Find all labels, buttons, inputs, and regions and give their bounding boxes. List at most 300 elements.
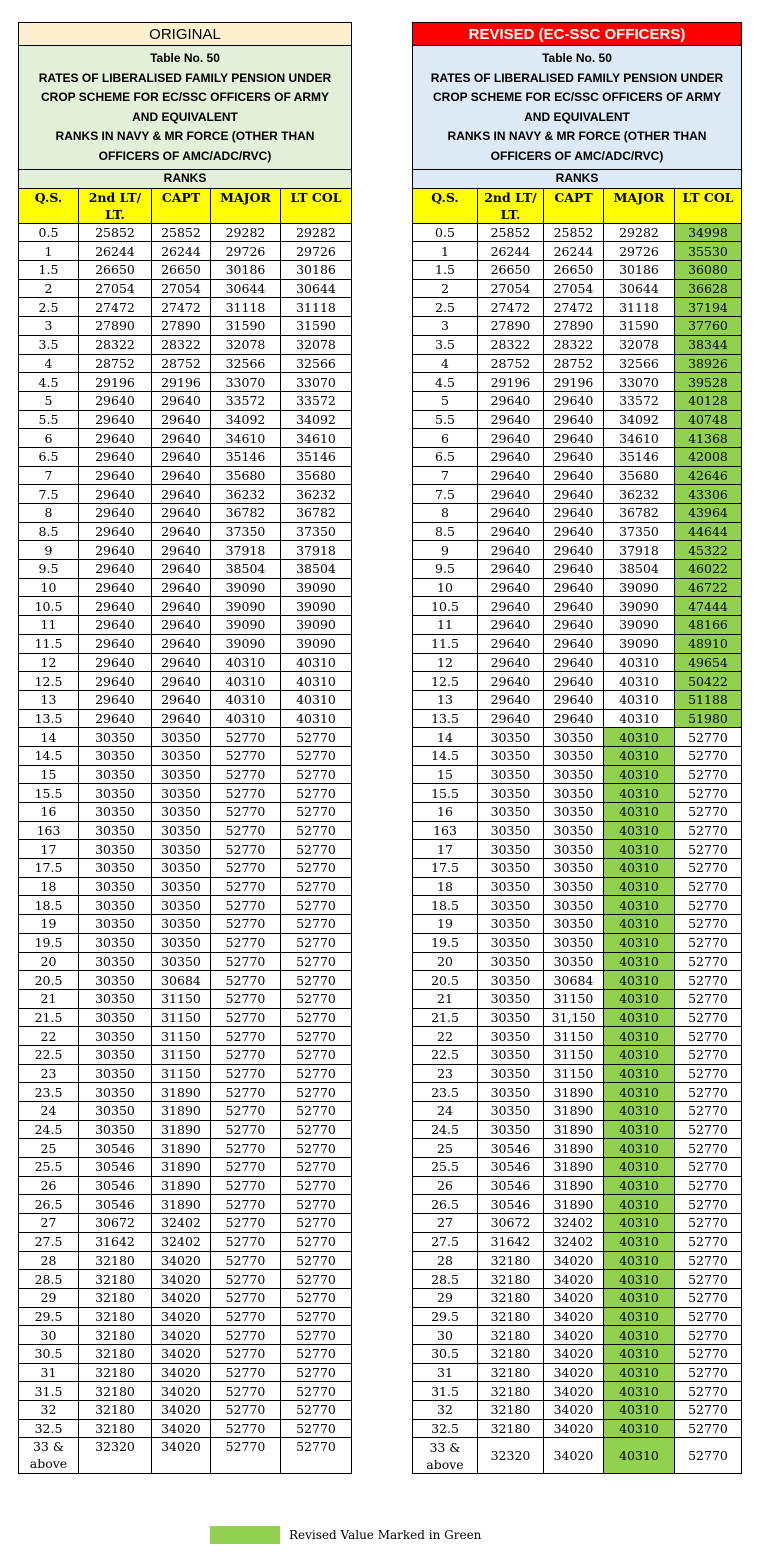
major-cell: 40310: [604, 1288, 675, 1307]
qs-cell: 4: [19, 354, 79, 373]
capt-cell: 31150: [152, 1064, 211, 1083]
2nd-lt-cell: 29640: [478, 410, 544, 429]
qs-cell: 32: [413, 1401, 478, 1420]
table-row: [19, 373, 352, 392]
capt-cell: 31890: [544, 1139, 604, 1158]
lt-col-cell: 52770: [281, 1232, 352, 1251]
capt-cell: 28752: [544, 354, 604, 373]
qs-cell: 7: [19, 466, 79, 485]
major-cell: 40310: [604, 1027, 675, 1046]
capt-cell: 25852: [152, 223, 211, 242]
qs-cell: 25: [19, 1139, 79, 1158]
table-row: [413, 317, 742, 336]
2nd-lt-cell: 29640: [79, 672, 152, 691]
lt-col-cell: 52770: [675, 1419, 742, 1438]
major-cell: 36232: [211, 485, 281, 504]
2nd-lt-cell: 32180: [79, 1344, 152, 1363]
capt-cell: 29640: [152, 485, 211, 504]
qs-cell: 21: [413, 989, 478, 1008]
lt-col-cell: 52770: [281, 1045, 352, 1064]
table-row: [413, 1382, 742, 1401]
qs-cell: 19: [19, 915, 79, 934]
major-cell: 39090: [211, 578, 281, 597]
2nd-lt-cell: 32320: [79, 1438, 152, 1474]
capt-cell: 27472: [152, 298, 211, 317]
col-header-major: MAJOR: [211, 188, 281, 223]
qs-cell: 3.5: [19, 335, 79, 354]
2nd-lt-cell: 30350: [79, 784, 152, 803]
2nd-lt-cell: 30350: [478, 821, 544, 840]
major-cell: 40310: [604, 1008, 675, 1027]
capt-cell: 31150: [544, 1027, 604, 1046]
col-header-lt-col: LT COL: [281, 188, 352, 223]
2nd-lt-cell: 32180: [79, 1401, 152, 1420]
table-row: [19, 279, 352, 298]
2nd-lt-cell: 29640: [478, 466, 544, 485]
lt-col-cell: 52770: [675, 1158, 742, 1177]
2nd-lt-cell: 30546: [478, 1139, 544, 1158]
2nd-lt-cell: 30350: [478, 1083, 544, 1102]
2nd-lt-cell: 32320: [478, 1438, 544, 1474]
capt-cell: 30350: [152, 915, 211, 934]
qs-cell: 13: [413, 690, 478, 709]
lt-col-cell: 52770: [675, 840, 742, 859]
lt-col-cell: 43306: [675, 485, 742, 504]
qs-cell: 22.5: [413, 1045, 478, 1064]
major-cell: 52770: [211, 989, 281, 1008]
lt-col-cell: 32078: [281, 335, 352, 354]
major-cell: 35680: [211, 466, 281, 485]
table-row: [19, 1045, 352, 1064]
2nd-lt-cell: 29196: [79, 373, 152, 392]
2nd-lt-cell: 29640: [478, 597, 544, 616]
2nd-lt-cell: 32180: [478, 1307, 544, 1326]
major-cell: 34610: [604, 429, 675, 448]
capt-cell: 29640: [544, 391, 604, 410]
2nd-lt-cell: 32180: [478, 1401, 544, 1420]
lt-col-cell: 52770: [281, 1139, 352, 1158]
qs-cell: 13.5: [19, 709, 79, 728]
capt-cell: 27472: [544, 298, 604, 317]
qs-cell: 18.5: [19, 896, 79, 915]
major-cell: 40310: [604, 1083, 675, 1102]
table-row: [413, 466, 742, 485]
qs-cell: 24: [19, 1102, 79, 1121]
capt-cell: 29640: [544, 578, 604, 597]
qs-cell: 27.5: [413, 1232, 478, 1251]
table-row: [19, 597, 352, 616]
original-heading-line: AND EQUIVALENT: [132, 109, 238, 124]
capt-cell: 31150: [152, 1027, 211, 1046]
lt-col-cell: 52770: [281, 1176, 352, 1195]
major-cell: 52770: [211, 840, 281, 859]
major-cell: 30186: [211, 261, 281, 280]
major-cell: 40310: [604, 1438, 675, 1474]
table-row: [19, 223, 352, 242]
qs-cell: 0.5: [19, 223, 79, 242]
major-cell: 36232: [604, 485, 675, 504]
2nd-lt-cell: 29640: [79, 578, 152, 597]
major-cell: 52770: [211, 933, 281, 952]
major-cell: 29282: [604, 223, 675, 242]
table-row: [19, 728, 352, 747]
qs-cell: 22: [19, 1027, 79, 1046]
lt-col-cell: 52770: [675, 1382, 742, 1401]
lt-col-cell: 37918: [281, 541, 352, 560]
2nd-lt-cell: 29196: [478, 373, 544, 392]
lt-col-cell: 34998: [675, 223, 742, 242]
qs-cell: 10.5: [413, 597, 478, 616]
major-cell: 37918: [604, 541, 675, 560]
qs-cell: 26.5: [19, 1195, 79, 1214]
2nd-lt-cell: 27472: [478, 298, 544, 317]
major-cell: 40310: [604, 803, 675, 822]
lt-col-cell: 52770: [675, 1176, 742, 1195]
lt-col-cell: 52770: [675, 1307, 742, 1326]
table-row: [19, 746, 352, 765]
lt-col-cell: 52770: [675, 1027, 742, 1046]
capt-cell: 31150: [544, 989, 604, 1008]
2nd-lt-cell: 32180: [79, 1251, 152, 1270]
2nd-lt-cell: 30350: [79, 1120, 152, 1139]
major-cell: 40310: [604, 1401, 675, 1420]
2nd-lt-cell: 30350: [478, 784, 544, 803]
lt-col-cell: 44644: [675, 522, 742, 541]
capt-cell: 29640: [152, 709, 211, 728]
2nd-lt-cell: 29640: [79, 597, 152, 616]
major-cell: 40310: [604, 1045, 675, 1064]
2nd-lt-cell: 29640: [478, 447, 544, 466]
2nd-lt-cell: 27472: [79, 298, 152, 317]
capt-cell: 29640: [152, 597, 211, 616]
table-row: [413, 989, 742, 1008]
capt-cell: 29640: [152, 447, 211, 466]
2nd-lt-cell: 30350: [79, 952, 152, 971]
lt-col-cell: 40310: [281, 653, 352, 672]
qs-cell: 27.5: [19, 1232, 79, 1251]
lt-col-cell: 52770: [675, 896, 742, 915]
capt-cell: 29640: [544, 616, 604, 635]
lt-col-cell: 29282: [281, 223, 352, 242]
major-cell: 52770: [211, 859, 281, 878]
lt-col-cell: 48166: [675, 616, 742, 635]
lt-col-cell: 48910: [675, 634, 742, 653]
lt-col-cell: 52770: [675, 1288, 742, 1307]
2nd-lt-cell: 29640: [478, 541, 544, 560]
qs-cell: 6.5: [413, 447, 478, 466]
2nd-lt-cell: 28322: [79, 335, 152, 354]
lt-col-cell: 33070: [281, 373, 352, 392]
qs-cell: 8: [19, 504, 79, 523]
qs-cell: 3: [19, 317, 79, 336]
capt-cell: 29640: [544, 597, 604, 616]
capt-cell: 30350: [544, 840, 604, 859]
2nd-lt-cell: 29640: [79, 653, 152, 672]
capt-cell: 30350: [152, 952, 211, 971]
major-cell: 39090: [604, 578, 675, 597]
capt-cell: 31,150: [544, 1008, 604, 1027]
lt-col-cell: 52770: [675, 952, 742, 971]
table-row: [19, 859, 352, 878]
capt-cell: 29640: [152, 616, 211, 635]
qs-cell: 2: [19, 279, 79, 298]
qs-cell: 23: [413, 1064, 478, 1083]
major-cell: 52770: [211, 1232, 281, 1251]
lt-col-cell: 41368: [675, 429, 742, 448]
lt-col-cell: 52770: [281, 1083, 352, 1102]
major-cell: 52770: [211, 728, 281, 747]
original-ranks-label: RANKS: [19, 170, 352, 189]
table-row: [413, 447, 742, 466]
2nd-lt-cell: 29640: [478, 672, 544, 691]
table-row: [413, 1232, 742, 1251]
2nd-lt-cell: 32180: [79, 1270, 152, 1289]
capt-cell: 29640: [544, 504, 604, 523]
2nd-lt-cell: 30546: [79, 1176, 152, 1195]
table-row: [19, 1083, 352, 1102]
table-row: [413, 1045, 742, 1064]
qs-cell: 10: [413, 578, 478, 597]
lt-col-cell: 51980: [675, 709, 742, 728]
lt-col-cell: 39090: [281, 634, 352, 653]
table-row: [19, 971, 352, 990]
2nd-lt-cell: 30350: [478, 728, 544, 747]
2nd-lt-cell: 30350: [79, 1083, 152, 1102]
qs-cell: 20.5: [413, 971, 478, 990]
qs-cell: 5: [413, 391, 478, 410]
table-row: [413, 877, 742, 896]
qs-cell: 32.5: [413, 1419, 478, 1438]
table-row: [19, 1176, 352, 1195]
lt-col-cell: 52770: [675, 746, 742, 765]
table-row: [413, 690, 742, 709]
major-cell: 52770: [211, 1176, 281, 1195]
2nd-lt-cell: 30546: [79, 1139, 152, 1158]
2nd-lt-cell: 30350: [478, 1045, 544, 1064]
major-cell: 33572: [604, 391, 675, 410]
lt-col-cell: 35680: [281, 466, 352, 485]
lt-col-cell: 42008: [675, 447, 742, 466]
table-row: [19, 616, 352, 635]
major-cell: 40310: [604, 728, 675, 747]
qs-cell: 18: [413, 877, 478, 896]
capt-cell: 29640: [152, 634, 211, 653]
table-row: [19, 261, 352, 280]
major-cell: 40310: [604, 1326, 675, 1345]
capt-cell: 27890: [152, 317, 211, 336]
qs-cell: 28: [19, 1251, 79, 1270]
2nd-lt-cell: 30546: [478, 1176, 544, 1195]
table-row: [19, 634, 352, 653]
2nd-lt-cell: 29640: [79, 429, 152, 448]
major-cell: 39090: [604, 634, 675, 653]
table-row: [413, 971, 742, 990]
qs-cell: 17.5: [413, 859, 478, 878]
qs-cell: 11: [413, 616, 478, 635]
capt-cell: 30350: [152, 746, 211, 765]
major-cell: 52770: [211, 1344, 281, 1363]
original-heading-line: RATES OF LIBERALISED FAMILY PENSION UNDER: [38, 70, 332, 85]
capt-cell: 31890: [152, 1158, 211, 1177]
table-row: [413, 261, 742, 280]
2nd-lt-cell: 30350: [478, 971, 544, 990]
lt-col-cell: 52770: [675, 1008, 742, 1027]
lt-col-cell: 52770: [675, 915, 742, 934]
major-cell: 39090: [604, 616, 675, 635]
table-row: [19, 915, 352, 934]
lt-col-cell: 52770: [281, 1158, 352, 1177]
lt-col-cell: 52770: [675, 1344, 742, 1363]
table-row: [413, 1344, 742, 1363]
qs-cell: 24: [413, 1102, 478, 1121]
qs-cell: 6: [413, 429, 478, 448]
major-cell: 40310: [604, 1102, 675, 1121]
2nd-lt-cell: 28322: [478, 335, 544, 354]
table-row: [413, 728, 742, 747]
qs-cell: 24.5: [413, 1120, 478, 1139]
qs-cell: 27: [19, 1214, 79, 1233]
2nd-lt-cell: 30350: [478, 1027, 544, 1046]
qs-cell: 15.5: [413, 784, 478, 803]
capt-cell: 30350: [544, 896, 604, 915]
2nd-lt-cell: 29640: [79, 709, 152, 728]
qs-cell: 20: [413, 952, 478, 971]
qs-cell: 7: [413, 466, 478, 485]
qs-cell: 13: [19, 690, 79, 709]
table-row: [19, 429, 352, 448]
major-cell: 52770: [211, 803, 281, 822]
lt-col-cell: 52770: [675, 1139, 742, 1158]
capt-cell: 29640: [544, 653, 604, 672]
qs-cell: 11: [19, 616, 79, 635]
major-cell: 29726: [211, 242, 281, 261]
lt-col-cell: 52770: [281, 971, 352, 990]
qs-cell: 2: [413, 279, 478, 298]
2nd-lt-cell: 30672: [478, 1214, 544, 1233]
lt-col-cell: 52770: [281, 765, 352, 784]
capt-cell: 26244: [152, 242, 211, 261]
lt-col-cell: 33572: [281, 391, 352, 410]
capt-cell: 29640: [152, 391, 211, 410]
table-row: [413, 335, 742, 354]
major-cell: 40310: [604, 1158, 675, 1177]
lt-col-cell: 52770: [675, 1195, 742, 1214]
qs-cell: 13.5: [413, 709, 478, 728]
capt-cell: 29640: [544, 709, 604, 728]
table-row: [19, 522, 352, 541]
table-row: [413, 1102, 742, 1121]
lt-col-cell: 40310: [281, 672, 352, 691]
2nd-lt-cell: 30350: [79, 896, 152, 915]
2nd-lt-cell: 32180: [478, 1363, 544, 1382]
qs-cell: 1: [413, 242, 478, 261]
table-row: [19, 541, 352, 560]
lt-col-cell: 37350: [281, 522, 352, 541]
capt-cell: 29640: [152, 504, 211, 523]
lt-col-cell: 52770: [281, 1401, 352, 1420]
table-row: [413, 653, 742, 672]
lt-col-cell: 52770: [281, 1326, 352, 1345]
qs-cell: 6: [19, 429, 79, 448]
lt-col-cell: 52770: [281, 933, 352, 952]
table-row: [413, 915, 742, 934]
qs-cell: 30: [19, 1326, 79, 1345]
lt-col-cell: 52770: [675, 821, 742, 840]
capt-cell: 31150: [544, 1045, 604, 1064]
major-cell: 52770: [211, 877, 281, 896]
lt-col-cell: 39528: [675, 373, 742, 392]
2nd-lt-cell: 32180: [79, 1307, 152, 1326]
capt-cell: 30350: [152, 728, 211, 747]
lt-col-cell: 52770: [281, 896, 352, 915]
table-row: [19, 560, 352, 579]
lt-col-cell: 52770: [675, 765, 742, 784]
qs-cell: 2.5: [19, 298, 79, 317]
table-row: [413, 410, 742, 429]
table-row: [19, 1270, 352, 1289]
capt-cell: 27054: [152, 279, 211, 298]
table-row: [19, 784, 352, 803]
qs-cell: 9: [19, 541, 79, 560]
2nd-lt-cell: 30350: [79, 821, 152, 840]
capt-cell: 30350: [152, 840, 211, 859]
major-cell: 31590: [211, 317, 281, 336]
capt-cell: 29640: [544, 672, 604, 691]
major-cell: 40310: [604, 1195, 675, 1214]
capt-cell: 31150: [544, 1064, 604, 1083]
major-cell: 40310: [604, 1139, 675, 1158]
table-row: [413, 634, 742, 653]
table-row: [19, 298, 352, 317]
col-header-2nd-lt: 2nd LT/ LT.: [478, 188, 544, 223]
table-row: [413, 1326, 742, 1345]
major-cell: 33070: [604, 373, 675, 392]
revised-title: REVISED (EC-SSC OFFICERS): [413, 23, 742, 46]
qs-cell: 29.5: [19, 1307, 79, 1326]
capt-cell: 34020: [152, 1363, 211, 1382]
lt-col-cell: 52770: [675, 1270, 742, 1289]
lt-col-cell: 45322: [675, 541, 742, 560]
major-cell: 40310: [604, 1064, 675, 1083]
table-row: [19, 1064, 352, 1083]
lt-col-cell: 39090: [281, 578, 352, 597]
2nd-lt-cell: 26244: [79, 242, 152, 261]
qs-cell: 26.5: [413, 1195, 478, 1214]
2nd-lt-cell: 32180: [478, 1344, 544, 1363]
lt-col-cell: 52770: [675, 1326, 742, 1345]
major-cell: 40310: [604, 1419, 675, 1438]
qs-cell: 21.5: [19, 1008, 79, 1027]
2nd-lt-cell: 30350: [79, 877, 152, 896]
qs-cell: 7.5: [413, 485, 478, 504]
table-row: [19, 1214, 352, 1233]
lt-col-cell: 52770: [281, 728, 352, 747]
lt-col-cell: 42646: [675, 466, 742, 485]
2nd-lt-cell: 30350: [79, 971, 152, 990]
capt-cell: 31150: [152, 1008, 211, 1027]
qs-cell: 26: [413, 1176, 478, 1195]
capt-cell: 30350: [152, 784, 211, 803]
qs-cell: 31: [19, 1363, 79, 1382]
major-cell: 40310: [604, 1232, 675, 1251]
lt-col-cell: 52770: [281, 821, 352, 840]
qs-cell: 12.5: [413, 672, 478, 691]
2nd-lt-cell: 29640: [79, 410, 152, 429]
capt-cell: 34020: [152, 1419, 211, 1438]
lt-col-cell: 30644: [281, 279, 352, 298]
capt-cell: 34020: [544, 1326, 604, 1345]
major-cell: 52770: [211, 1363, 281, 1382]
